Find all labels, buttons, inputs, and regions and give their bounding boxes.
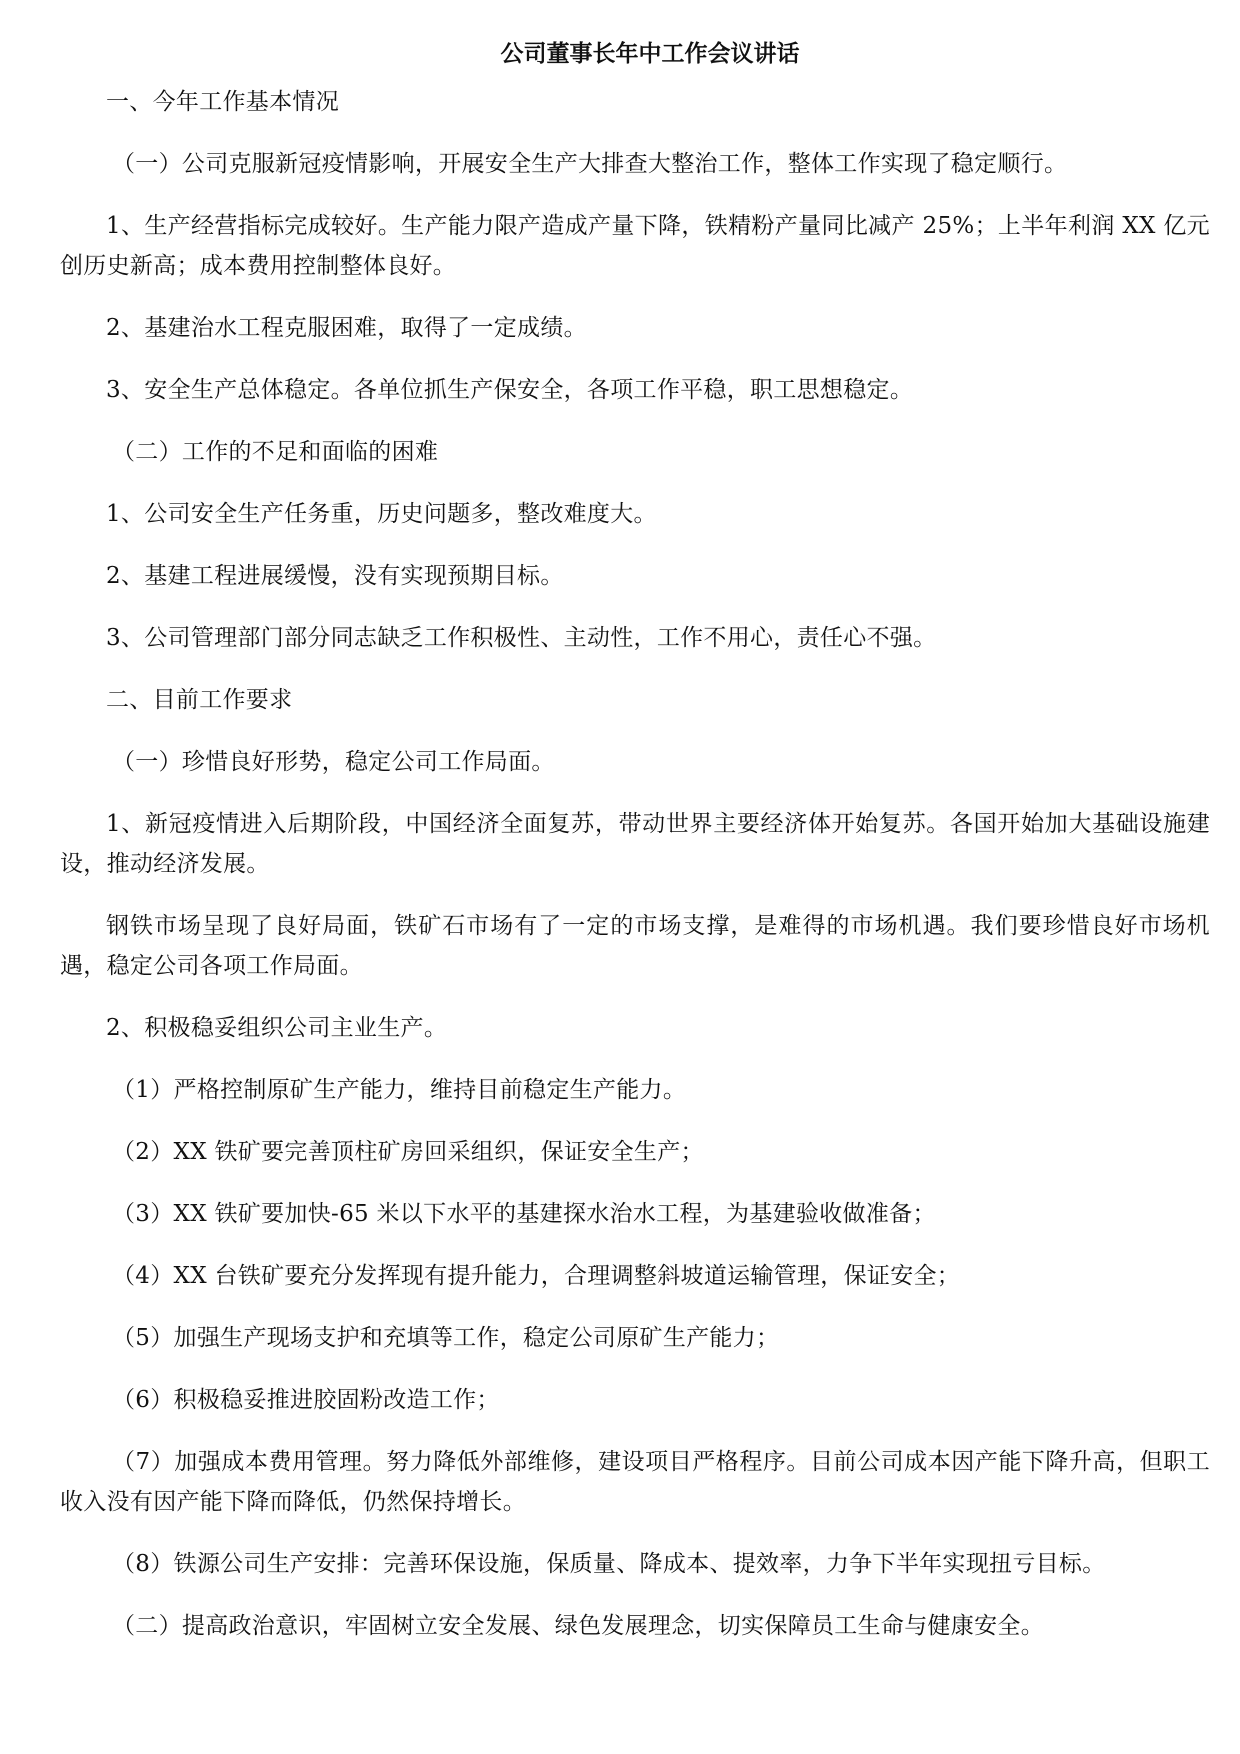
list-item: （8）铁源公司生产安排：完善环保设施，保质量、降成本、提效率，力争下半年实现扭亏目标。 (112, 1551, 1106, 1577)
document-page (60, 36, 1210, 1668)
subsection-heading-1-2: （二）工作的不足和面临的困难 (112, 439, 439, 465)
paragraph-item: 2、积极稳妥组织公司主业生产。 (106, 1015, 448, 1041)
list-item: （4）XX 台铁矿要充分发挥现有提升能力，合理调整斜坡道运输管理，保证安全； (112, 1263, 961, 1289)
list-item: （6）积极稳妥推进胶固粉改造工作； (112, 1387, 500, 1413)
list-item: （1）严格控制原矿生产能力，维持目前稳定生产能力。 (112, 1077, 687, 1103)
subsection-heading-2-1: （一）珍惜良好形势，稳定公司工作局面。 (112, 749, 555, 775)
paragraph-item: 3、公司管理部门部分同志缺乏工作积极性、主动性，工作不用心，责任心不强。 (106, 625, 937, 651)
list-item: （2）XX 铁矿要完善顶柱矿房回采组织，保证安全生产； (112, 1139, 704, 1165)
paragraph-item: 1、新冠疫情进入后期阶段，中国经济全面复苏，带动世界主要经济体开始复苏。各国开始加大基础设施建设，推动经济发展。 (60, 811, 1210, 877)
paragraph-item: 2、基建治水工程克服困难，取得了一定成绩。 (106, 315, 587, 341)
section-heading-2: 二、目前工作要求 (106, 687, 293, 713)
document-title: 公司董事长年中工作会议讲话 (500, 41, 800, 67)
list-item: （7）加强成本费用管理。努力降低外部维修，建设项目严格程序。目前公司成本因产能下降升高，但职工收入没有因产能下降而降低，仍然保持增长。 (60, 1449, 1210, 1515)
paragraph-item: 1、生产经营指标完成较好。生产能力限产造成产量下降，铁精粉产量同比减产 25%；上半年利润 XX 亿元创历史新高；成本费用控制整体良好。 (60, 213, 1210, 279)
paragraph-item: 3、安全生产总体稳定。各单位抓生产保安全，各项工作平稳，职工思想稳定。 (106, 377, 914, 403)
list-item: （3）XX 铁矿要加快-65 米以下水平的基建探水治水工程，为基建验收做准备； (112, 1201, 936, 1227)
paragraph-item: 2、基建工程进展缓慢，没有实现预期目标。 (106, 563, 564, 589)
list-item: （5）加强生产现场支护和充填等工作，稳定公司原矿生产能力； (112, 1325, 780, 1351)
section-heading-1: 一、今年工作基本情况 (106, 89, 339, 115)
subsection-heading-2-2: （二）提高政治意识，牢固树立安全发展、绿色发展理念，切实保障员工生命与健康安全。 (112, 1613, 1044, 1639)
paragraph-item: 钢铁市场呈现了良好局面，铁矿石市场有了一定的市场支撑，是难得的市场机遇。我们要珍惜良好市场机遇，稳定公司各项工作局面。 (60, 913, 1210, 979)
subsection-heading-1-1: （一）公司克服新冠疫情影响，开展安全生产大排查大整治工作，整体工作实现了稳定顺行。 (112, 151, 1068, 177)
paragraph-item: 1、公司安全生产任务重，历史问题多，整改难度大。 (106, 501, 657, 527)
